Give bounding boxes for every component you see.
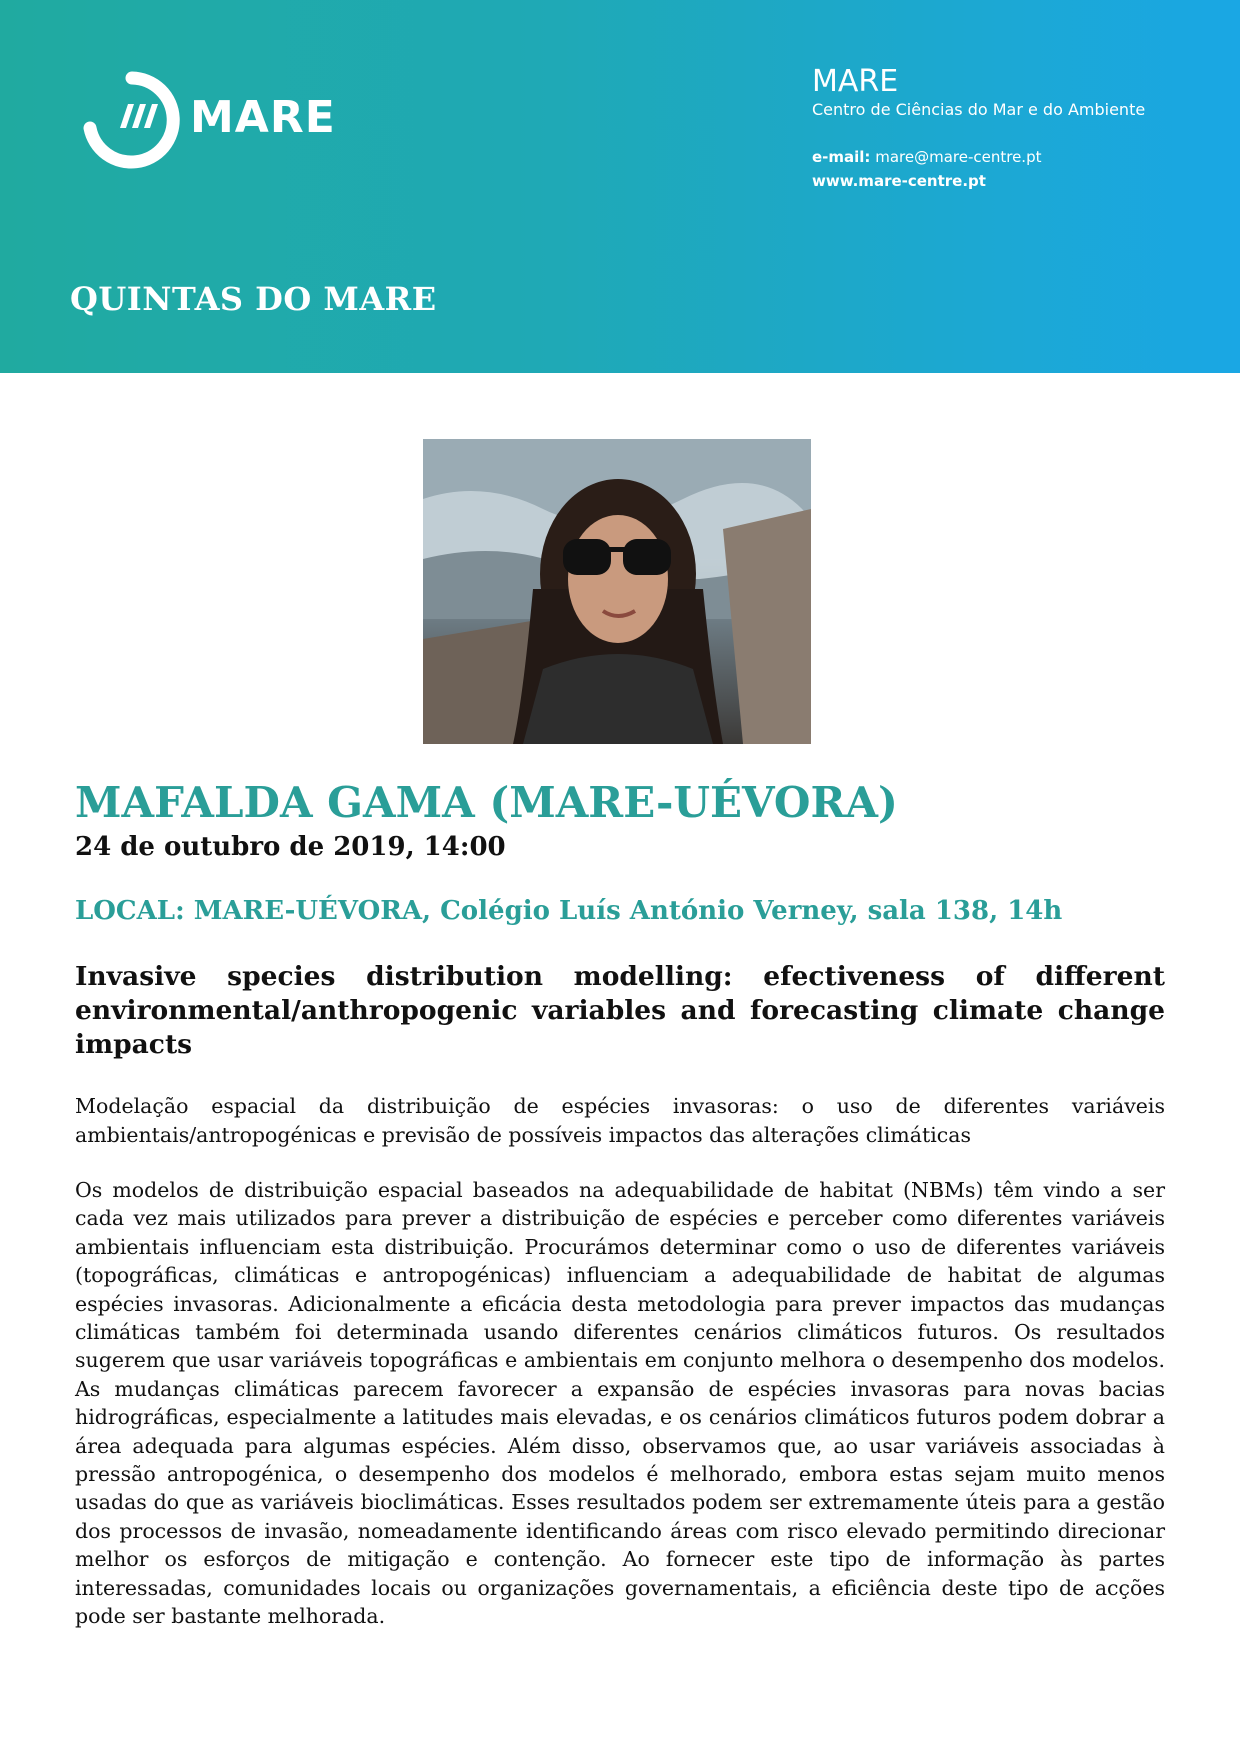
abstract-text: Os modelos de distribuição espacial baseados na adequabilidade de habitat (NBMs) têm vindo a ser cada vez mais utilizados para prever a distribuição de espécies e perceber como diferentes variáveis ambientais influenciam esta distribuição. Procurámos determinar como o uso de diferentes variáveis (topográficas, climáticas e antropogénicas) influenciam a adequabilidade de habitat de algumas espécies invasoras. Adicionalmente a eficácia desta metodologia para prever impactos das mudanças climáticas também foi determinada usando diferentes cenários climáticos futuros. Os resultados sugerem que usar variáveis topográficas e ambientais em conjunto melhora o desempenho dos modelos. As mudanças climáticas parecem favorecer a expansão de espécies invasoras para novas bacias hidrográficas, especialmente a latitudes mais elevadas, e os cenários climáticos futuros podem dobrar a área adequada para algumas espécies. Além disso, observamos que, ao usar variáveis associadas à pressão antropogénica, o desempenho dos modelos é melhorado, embora estas sejam muito menos usadas do que as variáveis bioclimáticas. Esses resultados podem ser extremamente úteis para a gestão dos processos de invasão, nomeadamente identificando áreas com risco elevado permitindo direcionar melhor os esforços de mitigação e contenção. Ao fornecer este tipo de informação às partes interessadas, comunidades locais ou organizações governamentais, a eficiência deste tipo de acções pode ser bastante melhorada. [75,1178,1165,1629]
talk-title-english: Invasive species distribution modelling: efectiveness of different environmental/anthropogenic variables and forecasting climate change impacts [75,961,1165,1060]
logo-wordmark: MARE [190,92,336,143]
website-link[interactable]: www.mare-centre.pt [812,172,986,190]
contact-email [812,148,1041,166]
speaker-photo [423,439,811,744]
org-name: MARE [812,64,899,99]
email-address[interactable]: mare@mare-centre.pt [875,148,1042,166]
event-location: LOCAL: MARE-UÉVORA, Colégio Luís António Verney, sala 138, 14h [75,896,1063,926]
header-banner [0,0,1240,373]
speaker-name: MAFALDA GAMA (MARE-UÉVORA) [75,778,898,827]
speaker-portrait-image [423,439,811,744]
event-date: 24 de outubro de 2019, 14:00 [75,832,506,862]
mare-logo-icon [82,70,192,170]
series-title: QUINTAS DO MARE [70,280,437,318]
email-label: e-mail: [812,148,871,166]
talk-title-portuguese: Modelação espacial da distribuição de espécies invasoras: o uso de diferentes variáveis ambientais/antropogénicas e previsão de possíveis impactos das alterações climáticas [75,1094,1165,1147]
org-subtitle: Centro de Ciências do Mar e do Ambiente [812,100,1146,119]
